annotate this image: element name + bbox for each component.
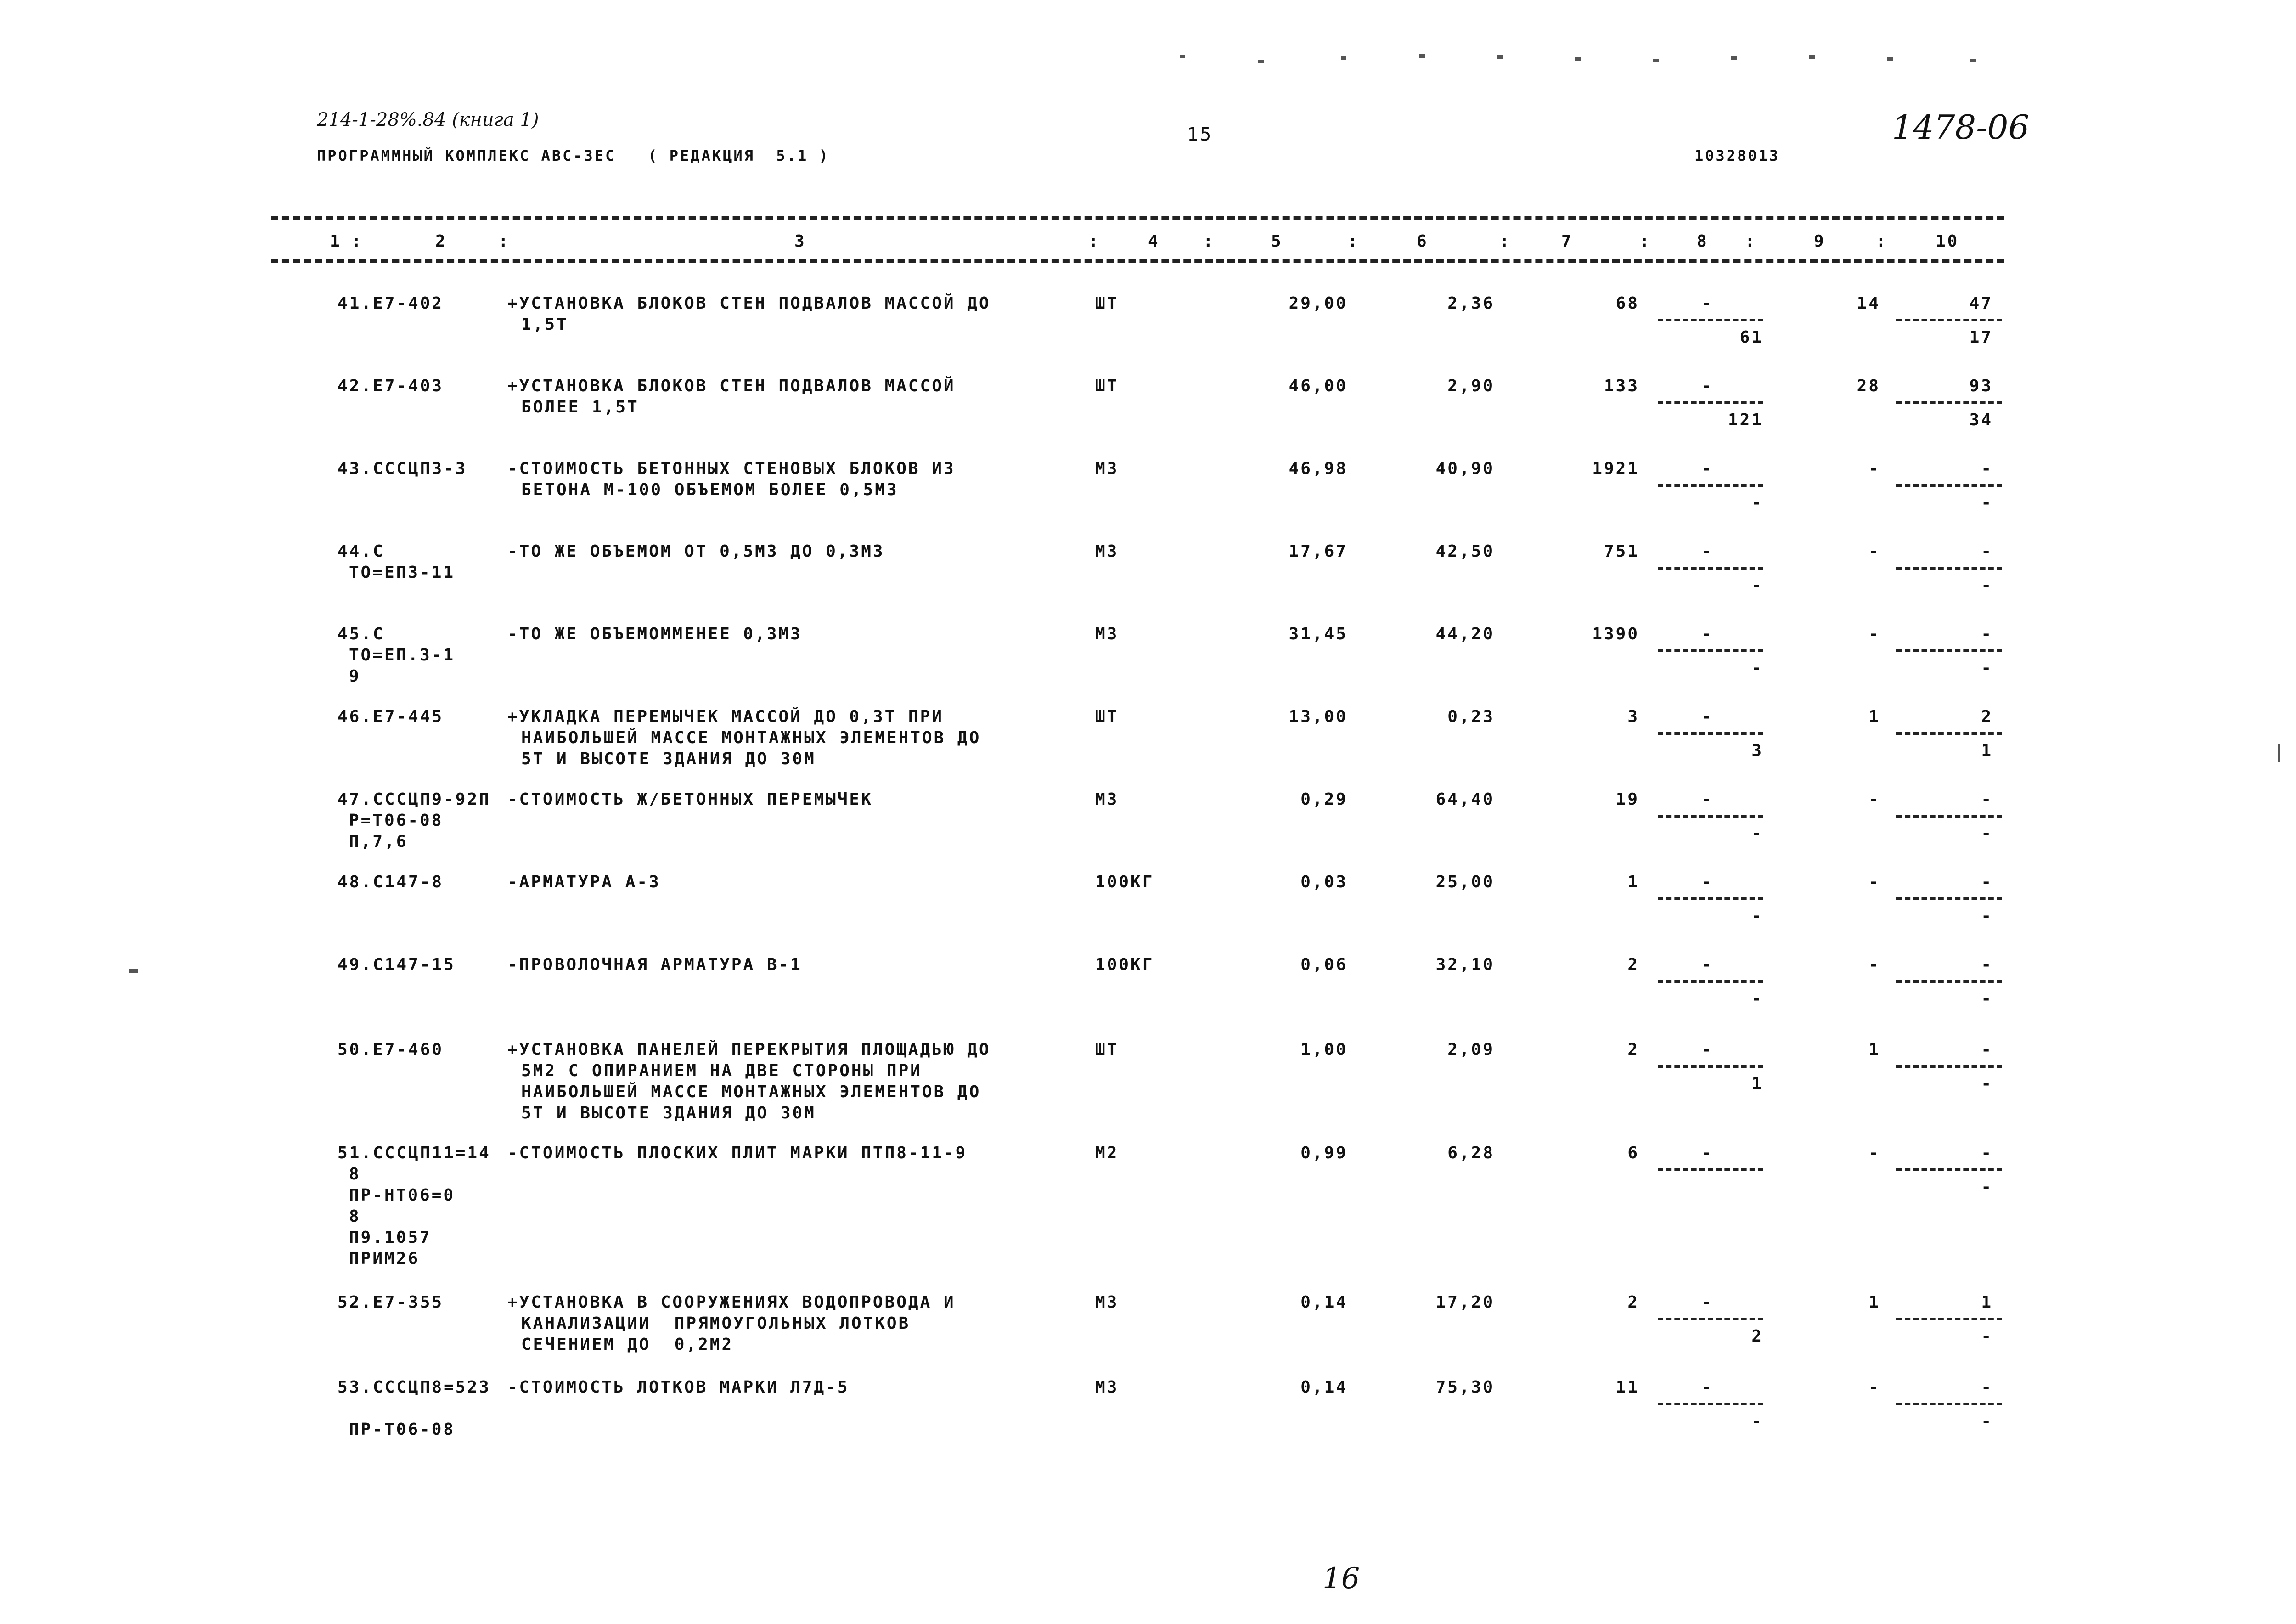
col9-value: 1 — [1868, 1040, 1880, 1059]
col8-bottom-value: - — [1751, 907, 1763, 925]
work-description-line: БОЛЕЕ 1,5Т — [521, 398, 639, 417]
total-cost-cell: 133 — [1604, 377, 1639, 395]
col10-divider — [1896, 567, 2002, 570]
col10-bottom-value: 1 — [1981, 741, 1993, 760]
work-description-line: НАИБОЛЬШЕЙ МАССЕ МОНТАЖНЫХ ЭЛЕМЕНТОВ ДО — [521, 1083, 981, 1101]
col8-bottom-value: - — [1751, 576, 1763, 595]
col9-value: - — [1868, 1144, 1880, 1162]
item-code-line: ПР-НТ06=0 — [349, 1186, 456, 1205]
col10-bottom-value: - — [1981, 989, 1993, 1008]
header-top-rule — [271, 216, 2004, 220]
col8-top-value: - — [1701, 459, 1713, 478]
unit-cell: М3 — [1095, 1293, 1119, 1312]
column-separator: : — [351, 232, 363, 251]
col10-top-value: 2 — [1981, 707, 1993, 726]
col10-top-value: - — [1981, 1144, 1993, 1162]
column-separator: : — [1745, 232, 1757, 251]
column-header: 5 — [1271, 232, 1283, 251]
scan-speck — [1970, 59, 1976, 62]
total-cost-cell: 1 — [1627, 873, 1639, 891]
unit-price-cell: 42,50 — [1435, 542, 1495, 561]
col10-divider — [1896, 897, 2002, 900]
col8-top-value: - — [1701, 625, 1713, 643]
scan-speck — [1653, 59, 1659, 62]
column-separator: : — [1639, 232, 1651, 251]
col9-value: - — [1868, 873, 1880, 891]
column-header: 1 — [330, 232, 342, 251]
column-header: 6 — [1417, 232, 1429, 251]
col10-bottom-value: - — [1981, 1327, 1993, 1346]
col10-bottom-value: - — [1981, 1412, 1993, 1431]
col8-divider — [1658, 1065, 1763, 1068]
col10-top-value: 1 — [1981, 1293, 1993, 1312]
handwritten-reference: 214-1-28%.84 (книга 1) — [317, 109, 539, 130]
col8-divider — [1658, 1168, 1763, 1171]
col8-divider — [1658, 732, 1763, 735]
unit-cell: М3 — [1095, 459, 1119, 478]
unit-cell: ШТ — [1095, 1040, 1119, 1059]
item-code-line: 44.С — [338, 542, 385, 561]
unit-cell: 100КГ — [1095, 955, 1154, 974]
col8-top-value: - — [1701, 1293, 1713, 1312]
item-code-line: 8 — [349, 1165, 361, 1184]
col8-top-value: - — [1701, 294, 1713, 313]
item-code-line: П9.1057 — [349, 1228, 432, 1247]
total-cost-cell: 1390 — [1592, 625, 1639, 643]
col10-divider — [1896, 649, 2002, 652]
work-description-line: -СТОИМОСТЬ ПЛОСКИХ ПЛИТ МАРКИ ПТП8-11-9 — [507, 1144, 968, 1162]
quantity-cell: 46,00 — [1289, 377, 1348, 395]
header-bottom-rule — [271, 259, 2004, 263]
item-code-line: 9 — [349, 667, 361, 686]
col8-divider — [1658, 567, 1763, 570]
col10-bottom-value: - — [1981, 1178, 1993, 1196]
column-separator: : — [1499, 232, 1511, 251]
col8-top-value: - — [1701, 1144, 1713, 1162]
quantity-cell: 1,00 — [1300, 1040, 1348, 1059]
col10-top-value: - — [1981, 459, 1993, 478]
col10-top-value: - — [1981, 1378, 1993, 1397]
table-row — [0, 1040, 2296, 1122]
item-code-line: 50.Е7-460 — [338, 1040, 444, 1059]
total-cost-cell: 19 — [1615, 790, 1639, 809]
col8-bottom-value: - — [1751, 659, 1763, 677]
col8-divider — [1658, 484, 1763, 487]
col9-value: - — [1868, 542, 1880, 561]
col10-divider — [1896, 319, 2002, 321]
col8-divider — [1658, 649, 1763, 652]
col9-value: - — [1868, 790, 1880, 809]
column-separator: : — [1203, 232, 1215, 251]
unit-cell: 100КГ — [1095, 873, 1154, 891]
col8-top-value: - — [1701, 1040, 1713, 1059]
unit-cell: ШТ — [1095, 707, 1119, 726]
work-description-line: +УКЛАДКА ПЕРЕМЫЧЕК МАССОЙ ДО 0,3Т ПРИ — [507, 707, 944, 726]
work-description-line: -СТОИМОСТЬ Ж/БЕТОННЫХ ПЕРЕМЫЧЕК — [507, 790, 873, 809]
handwritten-sheet-number: 1478-06 — [1892, 108, 2030, 147]
scan-speck — [1809, 55, 1815, 59]
quantity-cell: 0,14 — [1300, 1293, 1348, 1312]
col8-bottom-value: - — [1751, 989, 1763, 1008]
work-description-line: 5Т И ВЫСОТЕ ЗДАНИЯ ДО 30М — [521, 1104, 816, 1122]
item-code-line: 45.С — [338, 625, 385, 643]
col10-top-value: - — [1981, 1040, 1993, 1059]
unit-price-cell: 6,28 — [1447, 1144, 1495, 1162]
page-number: 15 — [1187, 124, 1213, 145]
col9-value: - — [1868, 459, 1880, 478]
column-header: 10 — [1936, 232, 1959, 251]
work-description-line: БЕТОНА М-100 ОБЪЕМОМ БОЛЕЕ 0,5М3 — [521, 480, 899, 499]
col10-divider — [1896, 815, 2002, 818]
scan-speck — [1497, 55, 1503, 59]
col8-top-value: - — [1701, 955, 1713, 974]
unit-cell: ШТ — [1095, 294, 1119, 313]
col9-value: 14 — [1857, 294, 1880, 313]
col8-bottom-value: 61 — [1739, 328, 1763, 347]
unit-price-cell: 2,36 — [1447, 294, 1495, 313]
col8-top-value: - — [1701, 1378, 1713, 1397]
col10-divider — [1896, 1403, 2002, 1405]
col10-divider — [1896, 1065, 2002, 1068]
total-cost-cell: 751 — [1604, 542, 1639, 561]
unit-cell: ШТ — [1095, 377, 1119, 395]
col8-top-value: - — [1701, 873, 1713, 891]
table-row — [0, 955, 2296, 1008]
total-cost-cell: 11 — [1615, 1378, 1639, 1397]
item-code-line: ТО=ЕП3-11 — [349, 563, 456, 582]
scan-speck — [1887, 57, 1893, 61]
col9-value: - — [1868, 1378, 1880, 1397]
column-header: 4 — [1148, 232, 1160, 251]
unit-price-cell: 40,90 — [1435, 459, 1495, 478]
col10-bottom-value: 17 — [1969, 328, 1993, 347]
item-code-line: ТО=ЕП.3-1 — [349, 646, 456, 665]
scan-speck — [1180, 55, 1185, 58]
quantity-cell: 0,06 — [1300, 955, 1348, 974]
col10-divider — [1896, 401, 2002, 404]
col8-divider — [1658, 401, 1763, 404]
col9-value: - — [1868, 955, 1880, 974]
item-code-line: ПРИМ26 — [349, 1249, 420, 1268]
col8-bottom-value: - — [1751, 493, 1763, 512]
col8-divider — [1658, 319, 1763, 321]
column-separator: : — [1876, 232, 1888, 251]
total-cost-cell: 3 — [1627, 707, 1639, 726]
col10-divider — [1896, 484, 2002, 487]
column-header: 3 — [794, 232, 806, 251]
col8-divider — [1658, 815, 1763, 818]
col9-value: 28 — [1857, 377, 1880, 395]
unit-price-cell: 64,40 — [1435, 790, 1495, 809]
col8-top-value: - — [1701, 377, 1713, 395]
work-description-line: -ТО ЖЕ ОБЪЕМОМ ОТ 0,5М3 ДО 0,3М3 — [507, 542, 885, 561]
col10-divider — [1896, 1318, 2002, 1320]
work-description-line: 5М2 С ОПИРАНИЕМ НА ДВЕ СТОРОНЫ ПРИ — [521, 1061, 922, 1080]
quantity-cell: 46,98 — [1289, 459, 1348, 478]
item-code-line: 53.СССЦП8=523 — [338, 1378, 491, 1397]
unit-price-cell: 44,20 — [1435, 625, 1495, 643]
col10-bottom-value: - — [1981, 576, 1993, 595]
quantity-cell: 0,03 — [1300, 873, 1348, 891]
col8-top-value: - — [1701, 542, 1713, 561]
col9-value: - — [1868, 625, 1880, 643]
work-description-line: +УСТАНОВКА В СООРУЖЕНИЯХ ВОДОПРОВОДА И — [507, 1293, 956, 1312]
column-header: 7 — [1561, 232, 1573, 251]
col10-bottom-value: - — [1981, 1074, 1993, 1093]
col10-divider — [1896, 732, 2002, 735]
unit-price-cell: 0,23 — [1447, 707, 1495, 726]
col10-divider — [1896, 1168, 2002, 1171]
col9-value: 1 — [1868, 1293, 1880, 1312]
item-code-line: 41.Е7-402 — [338, 294, 444, 313]
column-header: 8 — [1697, 232, 1709, 251]
col8-top-value: - — [1701, 707, 1713, 726]
unit-cell: М3 — [1095, 542, 1119, 561]
item-code-line: Р=Т06-08 — [349, 811, 444, 830]
col8-bottom-value: - — [1751, 1412, 1763, 1431]
scan-speck — [1341, 56, 1346, 60]
scan-speck — [1419, 54, 1425, 58]
column-separator: : — [1088, 232, 1100, 251]
work-description-line: НАИБОЛЬШЕЙ МАССЕ МОНТАЖНЫХ ЭЛЕМЕНТОВ ДО — [521, 728, 981, 747]
col8-bottom-value: 2 — [1751, 1327, 1763, 1346]
unit-price-cell: 32,10 — [1435, 955, 1495, 974]
col8-bottom-value: 1 — [1751, 1074, 1763, 1093]
col10-top-value: - — [1981, 873, 1993, 891]
work-description-line: -СТОИМОСТЬ БЕТОННЫХ СТЕНОВЫХ БЛОКОВ ИЗ — [507, 459, 956, 478]
col10-top-value: 47 — [1969, 294, 1993, 313]
work-description-line: -АРМАТУРА А-3 — [507, 873, 661, 891]
scan-speck — [129, 969, 138, 973]
column-header: 2 — [435, 232, 447, 251]
column-separator: : — [498, 232, 510, 251]
col10-top-value: - — [1981, 625, 1993, 643]
unit-price-cell: 2,90 — [1447, 377, 1495, 395]
col10-top-value: - — [1981, 542, 1993, 561]
col8-top-value: - — [1701, 790, 1713, 809]
item-code-line: 48.С147-8 — [338, 873, 444, 891]
work-description-line: -ПРОВОЛОЧНАЯ АРМАТУРА В-1 — [507, 955, 802, 974]
item-code-line: 42.Е7-403 — [338, 377, 444, 395]
item-code-line: 52.Е7-355 — [338, 1293, 444, 1312]
quantity-cell: 29,00 — [1289, 294, 1348, 313]
item-code-line: 46.Е7-445 — [338, 707, 444, 726]
total-cost-cell: 2 — [1627, 1040, 1639, 1059]
quantity-cell: 0,99 — [1300, 1144, 1348, 1162]
program-title: ПРОГРАММНЫЙ КОМПЛЕКС АВС-ЗЕС ( РЕДАКЦИЯ 5.1 ) — [317, 147, 830, 164]
col10-top-value: - — [1981, 955, 1993, 974]
work-description-line: -ТО ЖЕ ОБЪЕМОММЕНЕЕ 0,3М3 — [507, 625, 802, 643]
col10-bottom-value: - — [1981, 493, 1993, 512]
work-description-line: -СТОИМОСТЬ ЛОТКОВ МАРКИ Л7Д-5 — [507, 1378, 850, 1397]
col10-top-value: - — [1981, 790, 1993, 809]
scan-speck — [1258, 60, 1264, 63]
work-description-line: 5Т И ВЫСОТЕ ЗДАНИЯ ДО 30М — [521, 750, 816, 768]
work-description-line: 1,5Т — [521, 315, 568, 334]
item-code-line: П,7,6 — [349, 832, 408, 851]
col8-bottom-value: 3 — [1751, 741, 1763, 760]
unit-cell: М3 — [1095, 625, 1119, 643]
table-row — [0, 459, 2296, 512]
item-code-line: 8 — [349, 1207, 361, 1226]
unit-cell: М3 — [1095, 790, 1119, 809]
total-cost-cell: 6 — [1627, 1144, 1639, 1162]
table-row — [0, 707, 2296, 768]
column-separator: : — [1348, 232, 1360, 251]
col8-divider — [1658, 897, 1763, 900]
total-cost-cell: 2 — [1627, 955, 1639, 974]
quantity-cell: 13,00 — [1289, 707, 1348, 726]
unit-price-cell: 2,09 — [1447, 1040, 1495, 1059]
col8-bottom-value: - — [1751, 824, 1763, 843]
item-code-line: 47.СССЦП9-92П — [338, 790, 491, 809]
item-code-line: ПР-Т06-08 — [349, 1420, 456, 1439]
quantity-cell: 0,29 — [1300, 790, 1348, 809]
col10-bottom-value: - — [1981, 824, 1993, 843]
handwritten-footer-mark: 16 — [1322, 1562, 1360, 1596]
item-code-line: 43.СССЦП3-3 — [338, 459, 467, 478]
col10-bottom-value: - — [1981, 659, 1993, 677]
col9-value: 1 — [1868, 707, 1880, 726]
unit-price-cell: 75,30 — [1435, 1378, 1495, 1397]
quantity-cell: 17,67 — [1289, 542, 1348, 561]
column-header: 9 — [1814, 232, 1826, 251]
col10-bottom-value: - — [1981, 907, 1993, 925]
work-description-line: +УСТАНОВКА БЛОКОВ СТЕН ПОДВАЛОВ МАССОЙ ДО — [507, 294, 991, 313]
unit-cell: М2 — [1095, 1144, 1119, 1162]
scan-speck — [1575, 57, 1581, 61]
quantity-cell: 31,45 — [1289, 625, 1348, 643]
work-description-line: +УСТАНОВКА БЛОКОВ СТЕН ПОДВАЛОВ МАССОЙ — [507, 377, 956, 395]
col8-divider — [1658, 1318, 1763, 1320]
work-description-line: +УСТАНОВКА ПАНЕЛЕЙ ПЕРЕКРЫТИЯ ПЛОЩАДЬЮ ДО — [507, 1040, 991, 1059]
col8-divider — [1658, 980, 1763, 983]
document-code: 10328013 — [1694, 147, 1780, 164]
scan-speck — [1731, 56, 1737, 60]
unit-cell: М3 — [1095, 1378, 1119, 1397]
unit-price-cell: 25,00 — [1435, 873, 1495, 891]
total-cost-cell: 68 — [1615, 294, 1639, 313]
quantity-cell: 0,14 — [1300, 1378, 1348, 1397]
work-description-line: КАНАЛИЗАЦИИ ПРЯМОУГОЛЬНЫХ ЛОТКОВ — [521, 1314, 911, 1333]
col10-top-value: 93 — [1969, 377, 1993, 395]
work-description-line: СЕЧЕНИЕМ ДО 0,2М2 — [521, 1335, 734, 1354]
col10-bottom-value: 34 — [1969, 411, 1993, 429]
item-code-line: 49.С147-15 — [338, 955, 456, 974]
unit-price-cell: 17,20 — [1435, 1293, 1495, 1312]
total-cost-cell: 2 — [1627, 1293, 1639, 1312]
col8-bottom-value: 121 — [1728, 411, 1763, 429]
col10-divider — [1896, 980, 2002, 983]
item-code-line: 51.СССЦП11=14 — [338, 1144, 491, 1162]
scan-speck — [2278, 744, 2280, 762]
col8-divider — [1658, 1403, 1763, 1405]
total-cost-cell: 1921 — [1592, 459, 1639, 478]
